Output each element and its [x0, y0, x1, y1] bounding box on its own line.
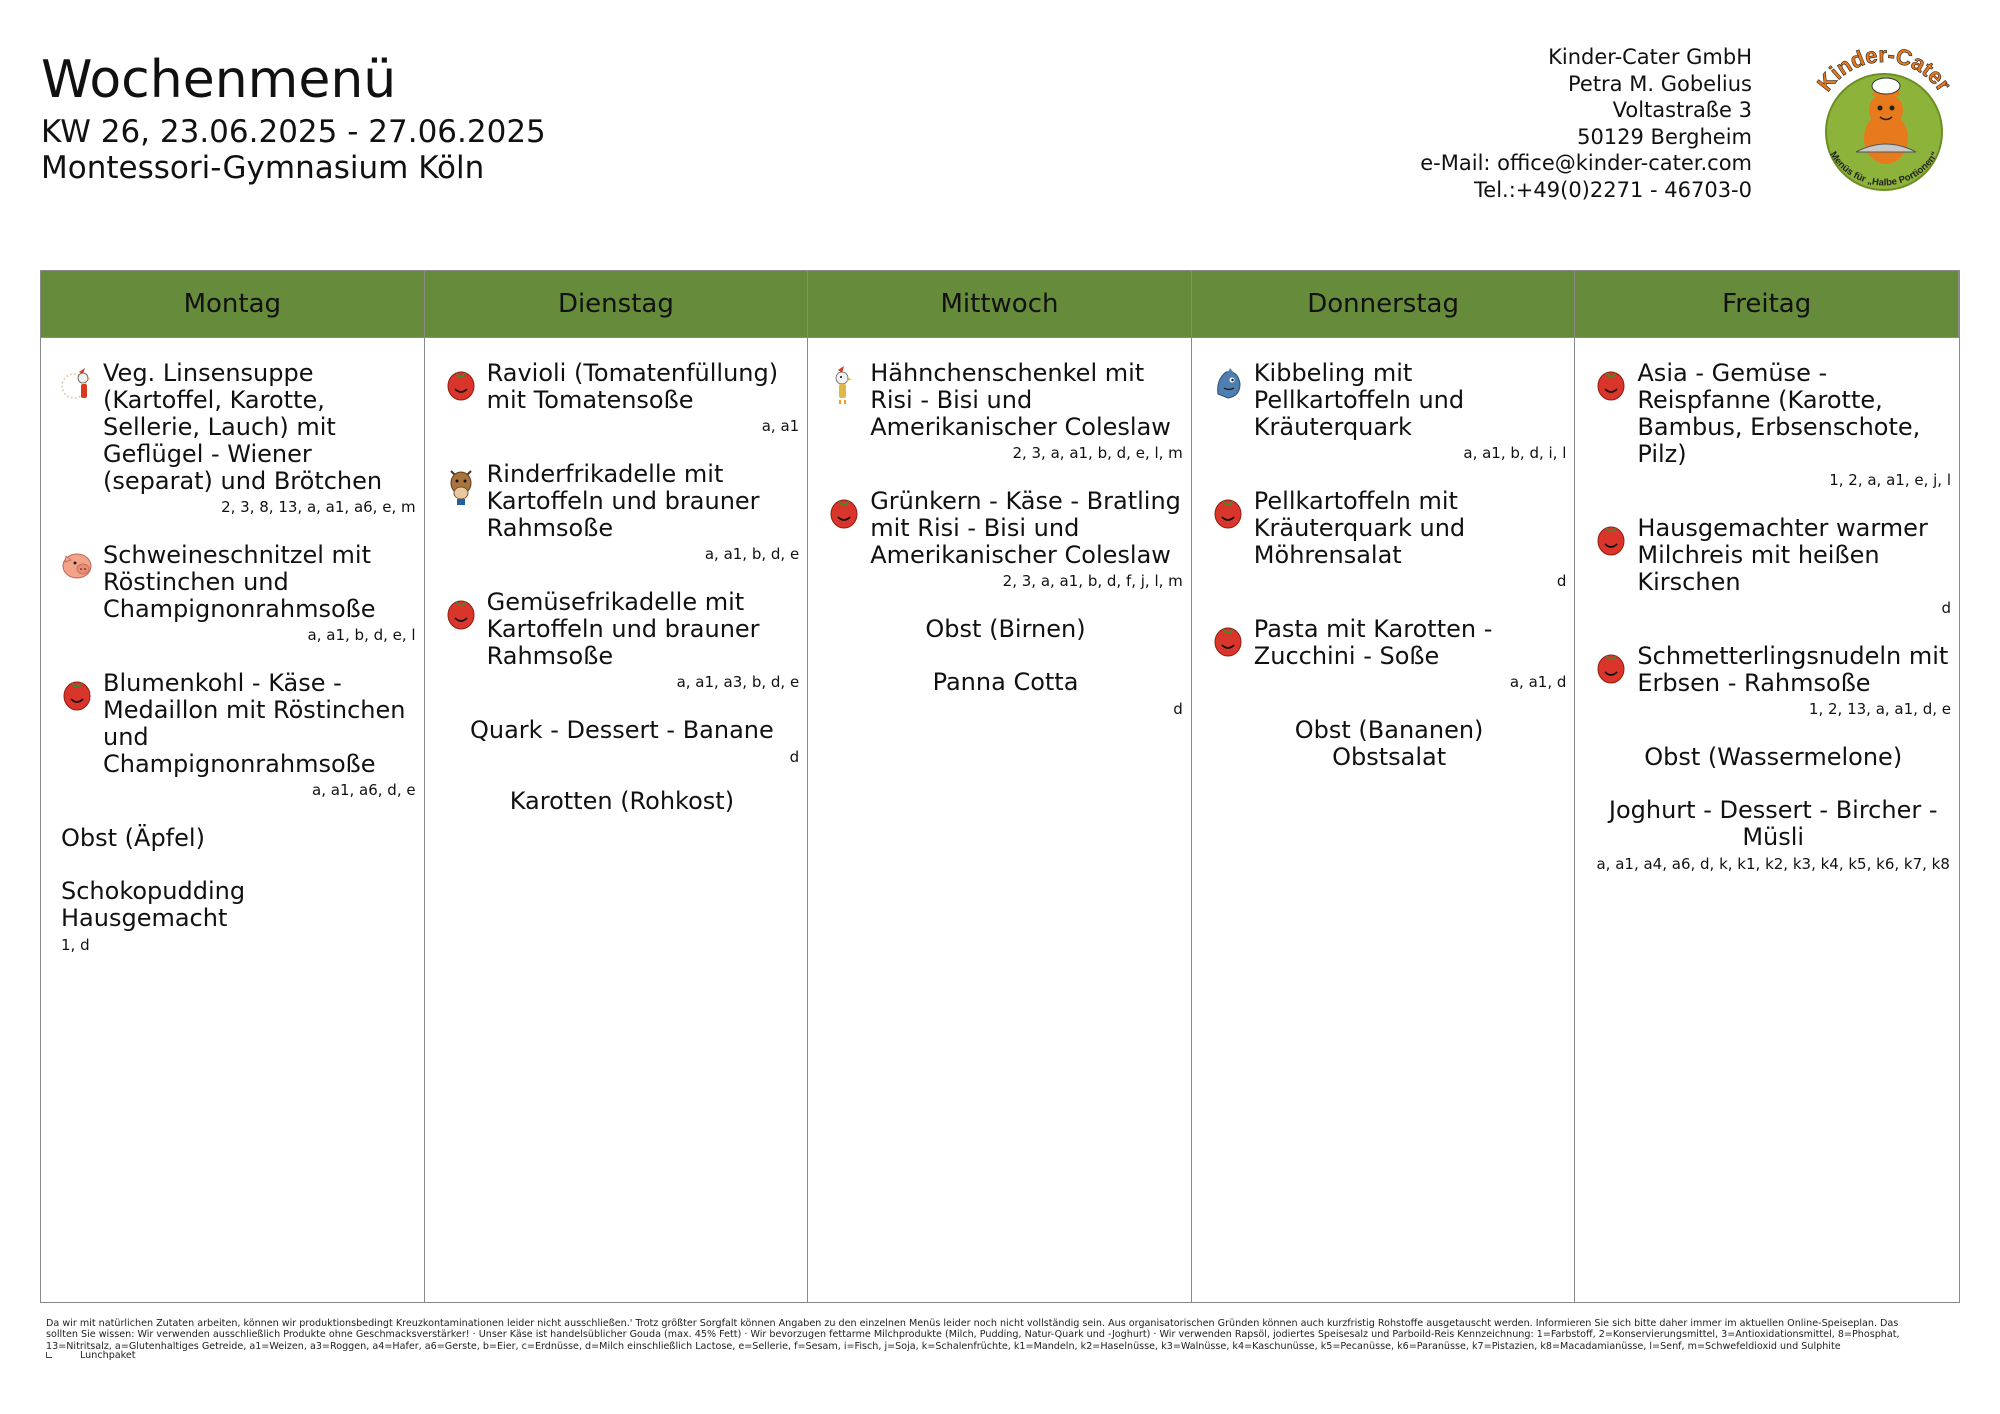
company-street: Voltastraße 3	[1612, 98, 1752, 122]
dish-name: Hausgemachter warmer Milchreis mit heißen Kirschen	[1637, 514, 1928, 596]
company-address	[1420, 44, 1752, 203]
page-subtitle	[41, 114, 546, 186]
dish-allergens: 2, 3, a, a1, b, d, f, j, l, m	[1002, 572, 1183, 590]
dish-name: Blumenkohl - Käse - Medaillon mit Röstinchen und Champignonrahmsoße	[103, 669, 406, 778]
side-item: Joghurt - Dessert - Bircher - Müsli	[1608, 796, 1938, 851]
side-item: Obst (Birnen)	[925, 615, 1086, 643]
day-header-monday: Montag	[41, 271, 425, 338]
dish-item	[61, 670, 416, 799]
tomato-icon	[445, 362, 477, 406]
dish-allergens: a, a1, b, d, e	[704, 545, 800, 563]
tomato-icon	[61, 672, 93, 716]
tomato-icon	[1212, 618, 1244, 662]
chicken-icon	[61, 362, 93, 406]
dish-item	[61, 542, 416, 644]
dish-item	[1595, 515, 1951, 617]
dish-item	[828, 488, 1183, 590]
side-item: Schokopudding Hausgemacht	[61, 877, 246, 932]
dish-allergens: a, a1	[761, 417, 800, 435]
dish-name: Kibbeling mit Pellkartoffeln und Kräuterquark	[1253, 359, 1465, 441]
dish-name: Schweineschnitzel mit Röstinchen und Champignonrahmsoße	[103, 541, 376, 623]
company-contact: Petra M. Gobelius	[1567, 71, 1752, 96]
side-allergens: 1, d	[61, 936, 90, 954]
lunch-label: Lunchpaket	[80, 1350, 136, 1361]
dish-allergens: a, a1, a3, b, d, e	[676, 673, 800, 691]
logo-text: Kinder-Cater	[1812, 41, 1957, 96]
dish-item	[1595, 360, 1951, 489]
side-allergens: d	[1173, 700, 1183, 718]
dish-name: Veg. Linsensuppe (Kartoffel, Karotte, Sellerie, Lauch) mit Geflügel - Wiener (separat) und Brötchen	[103, 359, 383, 495]
side-item: Obst (Äpfel)	[61, 824, 205, 852]
dish-allergens: 1, 2, 13, a, a1, d, e	[1808, 700, 1951, 718]
side-item: Obst (Wassermelone)	[1644, 743, 1903, 771]
dish-item	[1595, 643, 1951, 718]
day-column-wednesday	[808, 338, 1192, 1302]
dish-name: Hähnchenschenkel mit Risi - Bisi und Amerikanischer Coleslaw	[870, 359, 1171, 441]
dish-item	[445, 589, 800, 691]
dish-name: Gemüsefrikadelle mit Kartoffeln und brauner Rahmsoße	[486, 588, 760, 670]
pig-icon	[61, 544, 93, 588]
side-item: Obst (Bananen) Obstsalat	[1294, 716, 1484, 771]
kinder-cater-logo	[1798, 40, 1970, 212]
dish-allergens: 2, 3, a, a1, b, d, e, l, m	[1012, 444, 1183, 462]
dish-name: Asia - Gemüse - Reispfanne (Karotte, Bambus, Erbsenschote, Pilz)	[1637, 359, 1921, 468]
dish-allergens: a, a1, b, d, e, l	[307, 626, 416, 644]
company-email: e-Mail: office@kinder-cater.com	[1420, 151, 1752, 175]
dish-name: Schmetterlingsnudeln mit Erbsen - Rahmsoße	[1637, 642, 1949, 697]
school-name: Montessori-Gymnasium Köln	[41, 150, 485, 186]
side-item: Karotten (Rohkost)	[509, 787, 735, 815]
side-allergens: d	[789, 748, 800, 766]
menu-table	[40, 270, 1960, 1303]
day-column-thursday	[1192, 338, 1576, 1302]
chicken-icon	[828, 362, 860, 406]
logo-slogan: Menüs für „Halbe Portionen“	[1827, 149, 1941, 189]
dish-allergens: a, a1, b, d, i, l	[1463, 444, 1567, 462]
dish-allergens: d	[1941, 599, 1951, 617]
dish-allergens: a, a1, d	[1509, 673, 1567, 691]
company-name: Kinder-Cater GmbH	[1548, 45, 1752, 69]
dish-allergens: 2, 3, 8, 13, a, a1, a6, e, m	[221, 498, 416, 516]
day-column-friday	[1575, 338, 1959, 1302]
dish-name: Pasta mit Karotten - Zucchini - Soße	[1253, 615, 1493, 670]
page-title: Wochenmenü	[41, 50, 397, 110]
day-column-monday	[41, 338, 425, 1302]
dish-name: Ravioli (Tomatenfüllung) mit Tomatensoße	[486, 359, 779, 414]
dish-item	[828, 360, 1183, 462]
side-item: Quark - Dessert - Banane	[470, 716, 774, 744]
dish-name: Pellkartoffeln mit Kräuterquark und Möhrensalat	[1253, 487, 1466, 569]
side-item: Panna Cotta	[932, 668, 1079, 696]
tomato-icon	[445, 591, 477, 635]
tomato-icon	[1595, 645, 1627, 689]
side-allergens: a, a1, a4, a6, d, k, k1, k2, k3, k4, k5, k6, k7, k8	[1596, 855, 1950, 873]
dish-item	[61, 360, 416, 516]
dish-item	[1212, 488, 1567, 590]
dish-item	[445, 360, 800, 435]
day-header-tuesday: Dienstag	[425, 271, 809, 338]
day-header-friday: Freitag	[1575, 271, 1959, 338]
dish-allergens: a, a1, a6, d, e	[312, 781, 416, 799]
cow-icon	[445, 463, 477, 507]
tomato-icon	[1595, 517, 1627, 561]
company-phone: Tel.:+49(0)2271 - 46703-0	[1474, 177, 1752, 202]
fish-icon	[1212, 362, 1244, 406]
footer-lunch-legend	[46, 1350, 136, 1361]
day-header-thursday: Donnerstag	[1192, 271, 1576, 338]
day-header-wednesday: Mittwoch	[808, 271, 1192, 338]
dish-name: Grünkern - Käse - Bratling mit Risi - Bisi und Amerikanischer Coleslaw	[870, 487, 1181, 569]
day-column-tuesday	[425, 338, 809, 1302]
dish-item	[1212, 616, 1567, 691]
tomato-icon	[828, 490, 860, 534]
week-range: KW 26, 23.06.2025 - 27.06.2025	[41, 114, 546, 150]
dish-item	[445, 461, 800, 563]
dish-item	[1212, 360, 1567, 462]
footer-disclaimer: Da wir mit natürlichen Zutaten arbeiten, können wir produktionsbedingt Kreuzkontaminationen leider nicht ausschließen.' Trotz größter Sorgfalt können Angaben zu den einzelnen Menüs leider noch nicht vollständig sein. Aus organisatorischen Gründen können auch kurzfristig Rohstoffe ausgetauscht werden. Informieren Sie sich bitte daher immer im aktuellen Online-Speiseplan. Das sollten Sie wissen: Wir verwenden ausschließlich Produkte ohne Geschmacksverstärker! · Unser Käse ist handelsüblicher Gouda (max. 45% Fett) · Wir bevorzugen fettarme Milchprodukte (Milch, Pudding, Natur-Quark und -Joghurt) · Wir verwenden Rapsöl, jodiertes Speisesalz und Parboild-Reis Kennzeichnung: 1=Farbstoff, 2=Konservierungsmittel, 3=Antioxidationsmittel, 8=Phosphat, 13=Nitritsalz, a=Glutenhaltiges Getreide, a1=Weizen, a3=Roggen, a4=Hafer, a6=Gerste, b=Eier, c=Erdnüsse, d=Milch einschließlich Lactose, e=Sellerie, f=Sesam, i=Fisch, j=Soja, k=Schalenfrüchte, k1=Mandeln, k2=Haselnüsse, k3=Walnüsse, k4=Kaschunüsse, k5=Pecanüsse, k6=Paranüsse, k7=Pistazien, k8=Macadamianüsse, l=Senf, m=Schwefeldioxid und Sulphite	[46, 1318, 1900, 1352]
tomato-icon	[1595, 362, 1627, 406]
dish-allergens: 1, 2, a, a1, e, j, l	[1829, 471, 1951, 489]
dish-name: Rinderfrikadelle mit Kartoffeln und brauner Rahmsoße	[486, 460, 760, 542]
company-city: 50129 Bergheim	[1577, 124, 1752, 149]
tomato-icon	[1212, 490, 1244, 534]
dish-allergens: d	[1556, 572, 1567, 590]
lunch-marker-icon	[46, 1352, 52, 1358]
